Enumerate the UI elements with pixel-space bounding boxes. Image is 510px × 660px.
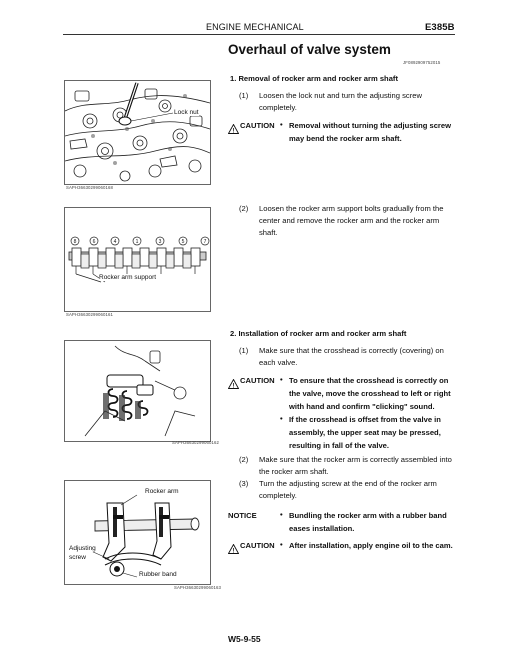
section1-step1-line1: Loosen the lock nut and turn the adjusting screw bbox=[259, 91, 422, 100]
caution2-b2-line1: If the crosshead is offset from the valve in bbox=[289, 415, 441, 424]
caution3-label: CAUTION bbox=[240, 541, 275, 550]
fig3-code: SAPH36630299060162 bbox=[172, 440, 219, 445]
section2-step1-line2: each valve. bbox=[259, 358, 298, 367]
fig4-label-rocker-arm: Rocker arm bbox=[145, 488, 179, 495]
caution1-label: CAUTION bbox=[240, 121, 275, 130]
svg-text:!: ! bbox=[232, 548, 235, 554]
bolt-number-8: 8 bbox=[73, 239, 77, 245]
bolt-number-6: 6 bbox=[92, 239, 96, 245]
section1-heading: 1. Removal of rocker arm and rocker arm shaft bbox=[230, 74, 398, 83]
notice-bullet: • bbox=[280, 510, 283, 519]
fig1-code: SAPH36630299060168 bbox=[66, 185, 113, 190]
caution3-warning-icon bbox=[228, 541, 239, 559]
section2-step3-line2: completely. bbox=[259, 491, 297, 500]
section1-step1-num: (1) bbox=[239, 91, 249, 100]
section2-step2-line1: Make sure that the rocker arm is correctly assembled into bbox=[259, 455, 452, 464]
figure-lock-nut bbox=[64, 80, 211, 185]
bolt-number-5: 5 bbox=[181, 239, 185, 245]
bolt-number-4: 4 bbox=[113, 239, 117, 245]
figure-crosshead bbox=[64, 340, 211, 442]
bolt-number-1: 1 bbox=[135, 239, 139, 245]
section1-step2-num: (2) bbox=[239, 204, 249, 213]
fig1-label-lock-nut: Lock nut bbox=[174, 109, 199, 116]
section2-step1-line1: Make sure that the crosshead is correctly (covering) on bbox=[259, 346, 444, 355]
rocker-shaft-drawing bbox=[65, 208, 210, 311]
section2-heading: 2. Installation of rocker arm and rocker arm shaft bbox=[230, 329, 407, 338]
svg-text:!: ! bbox=[232, 128, 235, 134]
header-rule bbox=[63, 34, 455, 35]
fig2-code: SAPH36630299060161 bbox=[66, 312, 113, 317]
page-title: Overhaul of valve system bbox=[228, 42, 391, 57]
svg-text:!: ! bbox=[232, 383, 235, 389]
crosshead-drawing bbox=[65, 341, 210, 441]
notice-line1: Bundling the rocker arm with a rubber band bbox=[289, 511, 447, 520]
header-section: ENGINE MECHANICAL bbox=[206, 22, 304, 32]
caution2-label: CAUTION bbox=[240, 376, 275, 385]
section2-step3-num: (3) bbox=[239, 479, 249, 488]
rocker-arm-drawing bbox=[65, 481, 210, 584]
caution2-b1-line3: with hand and confirm "clicking" sound. bbox=[289, 402, 435, 411]
caution3-bullet: • bbox=[280, 540, 283, 549]
caution1-line1: Removal without turning the adjusting screw bbox=[289, 121, 452, 130]
bolt-number-7: 7 bbox=[203, 239, 207, 245]
fig4-code: SAPH36630299060163 bbox=[174, 585, 221, 590]
page-number: W5-9-55 bbox=[228, 634, 261, 644]
header-model: E385B bbox=[425, 22, 455, 33]
section1-step1-line2: completely. bbox=[259, 103, 297, 112]
caution1-warning-icon bbox=[228, 121, 239, 139]
figure-rocker-arm-rubber-band bbox=[64, 480, 211, 585]
notice-line2: eases installation. bbox=[289, 524, 355, 533]
section1-step2-line1: Loosen the rocker arm support bolts gradually from the bbox=[259, 204, 444, 213]
caution2-bullet2: • bbox=[280, 414, 283, 423]
section2-step2-line2: the rocker arm shaft. bbox=[259, 467, 329, 476]
notice-label: NOTICE bbox=[228, 511, 257, 520]
caution2-b2-line3: resulting in fall of the valve. bbox=[289, 441, 390, 450]
fig2-label-rocker-arm-support: Rocker arm support bbox=[99, 274, 157, 281]
caution1-bullet: • bbox=[280, 120, 283, 129]
figure-rocker-arm-support bbox=[64, 207, 211, 312]
caution3-line1: After installation, apply engine oil to the cam. bbox=[289, 541, 453, 550]
section2-step3-line1: Turn the adjusting screw at the end of the rocker arm bbox=[259, 479, 437, 488]
section1-step2-line2: center and remove the rocker arm and the rocker arm bbox=[259, 216, 440, 225]
caution2-b1-line1: To ensure that the crosshead is correctly on bbox=[289, 376, 449, 385]
caution2-b2-line2: assembly, the upper seat may be pressed, bbox=[289, 428, 441, 437]
section1-step2-line3: shaft. bbox=[259, 228, 278, 237]
section2-step1-num: (1) bbox=[239, 346, 249, 355]
caution2-b1-line2: the valve, move the crosshead to left or right bbox=[289, 389, 451, 398]
caution2-bullet1: • bbox=[280, 375, 283, 384]
engine-head-drawing bbox=[65, 81, 210, 184]
caution2-warning-icon bbox=[228, 376, 239, 394]
page-code: JF0892909752015 bbox=[403, 60, 441, 65]
fig4-label-rubber-band: Rubber band bbox=[139, 571, 177, 578]
section2-step2-num: (2) bbox=[239, 455, 249, 464]
fig4-label-screw: screw bbox=[69, 554, 86, 561]
fig4-label-adjusting: Adjusting bbox=[69, 545, 96, 552]
bolt-number-3: 3 bbox=[158, 239, 162, 245]
caution1-line2: may bend the rocker arm shaft. bbox=[289, 134, 402, 143]
